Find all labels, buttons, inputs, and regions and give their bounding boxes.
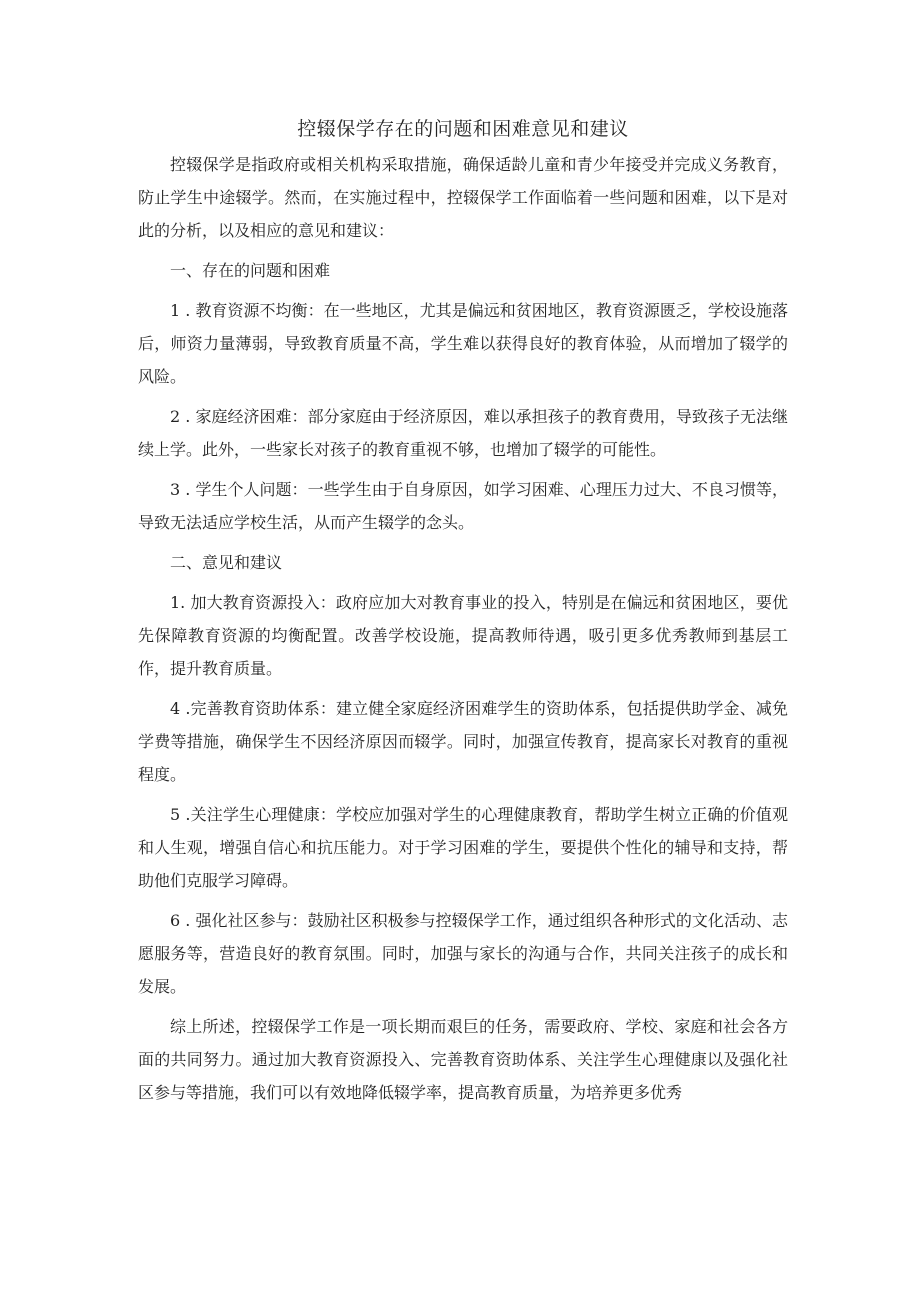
suggestion-item: 5 .关注学生心理健康：学校应加强对学生的心理健康教育，帮助学生树立正确的价值观和人生观，增强自信心和抗压能力。对于学习困难的学生，要提供个性化的辅导和支持，帮助他们克服学习障碍。 <box>138 805 788 890</box>
intro-paragraph: 控辍保学是指政府或相关机构采取措施，确保适龄儿童和青少年接受并完成义务教育，防止学生中途辍学。然而，在实施过程中，控辍保学工作面临着一些问题和困难，以下是对此的分析，以及相应的意见和建议： <box>138 155 788 240</box>
section-heading-suggestions: 二、意见和建议 <box>170 553 283 572</box>
suggestion-item: 6 . 强化社区参与：鼓励社区积极参与控辍保学工作，通过组织各种形式的文化活动、志愿服务等，营造良好的教育氛围。同时，加强与家长的沟通与合作，共同关注孩子的成长和发展。 <box>138 911 788 996</box>
problem-item: 3 . 学生个人问题：一些学生由于自身原因，如学习困难、心理压力过大、不良习惯等，导致无法适应学校生活，从而产生辍学的念头。 <box>138 480 788 532</box>
conclusion-paragraph: 综上所述，控辍保学工作是一项长期而艰巨的任务，需要政府、学校、家庭和社会各方面的共同努力。通过加大教育资源投入、完善教育资助体系、关注学生心理健康以及强化社区参与等措施，我们可以有效地降低辍学率，提高教育质量，为培养更多优秀 <box>138 1017 788 1102</box>
problem-item: 2 . 家庭经济困难：部分家庭由于经济原因，难以承担孩子的教育费用，导致孩子无法继续上学。此外，一些家长对孩子的教育重视不够，也增加了辍学的可能性。 <box>138 407 788 459</box>
document-title: 控辍保学存在的问题和困难意见和建议 <box>297 118 629 140</box>
problem-item: 1 . 教育资源不均衡：在一些地区，尤其是偏远和贫困地区，教育资源匮乏，学校设施落后，师资力量薄弱，导致教育质量不高，学生难以获得良好的教育体验，从而增加了辍学的风险。 <box>138 301 788 386</box>
document-body <box>138 112 788 1116</box>
suggestion-item: 4 .完善教育资助体系：建立健全家庭经济困难学生的资助体系，包括提供助学金、减免学费等措施，确保学生不因经济原因而辍学。同时，加强宣传教育，提高家长对教育的重视程度。 <box>138 699 788 784</box>
section-heading-problems: 一、存在的问题和困难 <box>170 261 331 280</box>
suggestion-item: 1. 加大教育资源投入：政府应加大对教育事业的投入，特别是在偏远和贫困地区，要优先保障教育资源的均衡配置。改善学校设施，提高教师待遇，吸引更多优秀教师到基层工作，提升教育质量。 <box>138 593 788 678</box>
